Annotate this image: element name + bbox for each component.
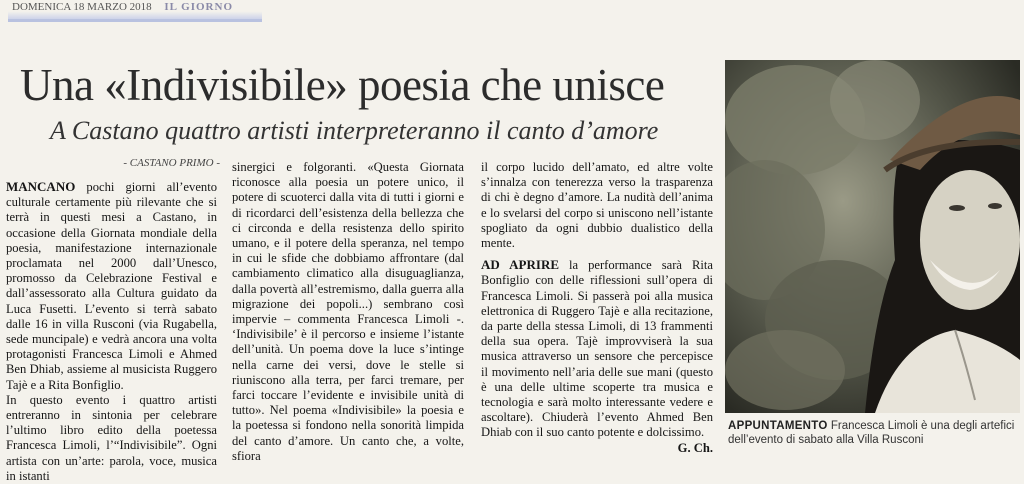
author-signature: G. Ch.	[677, 440, 713, 455]
paragraph	[6, 179, 217, 393]
section-lead: AD APRIRE	[481, 257, 559, 273]
newspaper-name: IL GIORNO	[164, 1, 234, 13]
caption-tag: APPUNTAMENTO	[728, 420, 828, 432]
article-byline: - CASTANO PRIMO -	[123, 157, 220, 169]
article-headline: Una «Indivisibile» poesia che unisce	[20, 60, 665, 110]
article-column-3	[481, 160, 713, 456]
photo-caption	[728, 419, 1022, 447]
paragraph	[481, 257, 713, 440]
portrait-illustration	[725, 60, 1020, 413]
article-column-1	[6, 179, 217, 484]
paragraph: sinergici e folgoranti. «Questa Giornata riconosce alla poesia un potere unico, il potere di scuoterci dalla vita di tutti i giorni e di ricordarci dell’esistenza della bellezza che ci circonda e della resistenza dello spirito umano, e il potere della speranza, nel tempo in cui le sfide che dobbiamo affrontare (dal cambiamento climatico alla disuguaglianza, dalla povertà all’estremismo, dalla guerra alla migrazione dei popoli...) sembrano così impervie – commenta Francesca Limoli -. ‘Indivisibile’ è il percorso e insieme l’istante dell’unità. Un poema dove la luce s’intinge nella carne dei versi, dove le stelle si riuniscono alla terra, per farci tremare, per farci toccare l’evidente e invisibile unità di tutto». Nel poema «Indivisibile» la poesia e la poetessa si fondono nella sonorità limpida del canto d’amore. Un canto che, a volte, sfiora	[232, 160, 464, 463]
caption-text: Francesca Limoli è una degli artefici dell’evento di sabato alla Villa Rusconi	[728, 420, 1015, 446]
lead-word: MANCANO	[6, 179, 76, 194]
article-photo	[725, 60, 1020, 413]
paragraph-text: pochi giorni all’evento culturale certamente più rilevante che si terrà in questi mesi a Castano, in occasione della Giornata mondiale della poesia, manifestazione internazionale proclamata nel 2000 dall’Unesco, promosso da Celebrazione Festival e dall’assessorato alla Cultura guidato da Luca Fusetti. L’evento si terrà sabato dalle 16 in villa Rusconi (via Rugabella, sede muncipale) e vedrà ancora una volta protagonisti Francesca Limoli e Ahmed Ben Dhiab, assieme al musicista Ruggero Tajè e a Rita Bonfiglio.	[6, 180, 217, 392]
paragraph: il corpo lucido dell’amato, ed altre volte s’innalza con tenerezza verso la trasparenza di chi è degno d’amore. La nudità dell’anima e lo svelarsi del corpo si uniscono nell’istante spogliato da ogni dubbio dualistico della mente.	[481, 160, 713, 251]
paragraph-text: la performance sarà Rita Bonfiglio con delle riflessioni sull’opera di Francesca Limoli. Si passerà poi alla musica elettronica di Ruggero Tajè e alla recitazione, da parte della stessa Limoli, di 13 frammenti della sua opera. Tajè improvviserà la sua musica attraverso un sensore che percepisce il movimento nell’aria delle sue mani (questo è una delle ultime scoperte tra musica e tecnologia e sarà molto interessante vedere e ascoltare). Chiuderà l’evento Ahmed Ben Dhiab con il suo canto potente e dolcissimo.	[481, 258, 713, 440]
issue-date: DOMENICA 18 MARZO 2018	[12, 1, 152, 13]
article-subhead: A Castano quattro artisti interpreteranno il canto d’amore	[50, 116, 659, 145]
masthead	[8, 0, 262, 22]
paragraph: In questo evento i quattro artisti entreranno in sintonia per celebrare l’ultimo libro edito della poetessa Francesca Limoli, l’“Indivisibile”. Ogni artista con un’arte: parola, voce, musica in istanti	[6, 392, 217, 483]
article-column-2	[232, 160, 464, 464]
